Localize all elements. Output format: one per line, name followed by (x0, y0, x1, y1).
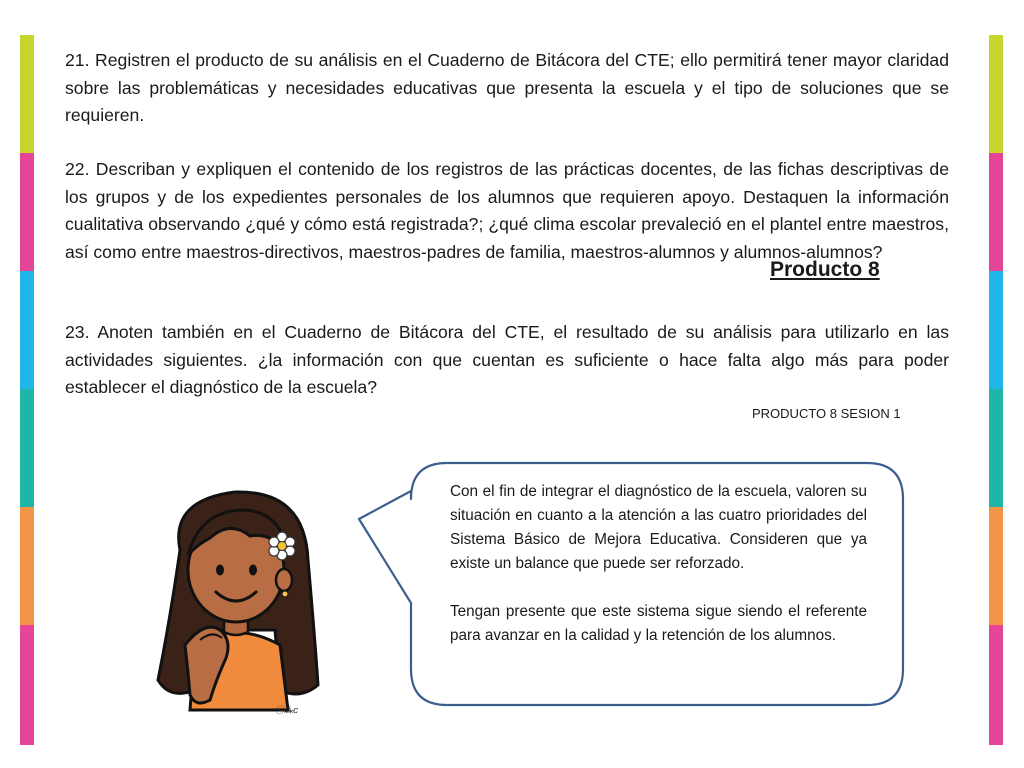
producto-title: Producto 8 (770, 258, 880, 281)
paragraph-23: 23. Anoten también en el Cuaderno de Bitácora del CTE, el resultado de su análisis para utilizarlo en las actividades siguientes. ¿la información con que cuentan es suficiente o hace falta algo más para poder establecer el diagnóstico de la escuela? (65, 322, 949, 397)
bubble-paragraph-2: Tengan presente que este sistema sigue siendo el referente para avanzar en la calidad y la retención de los alumnos. (450, 603, 867, 644)
left-stripe-4 (20, 389, 34, 507)
left-stripe-6 (20, 625, 34, 745)
right-stripe-1 (989, 35, 1003, 153)
paragraph-21: 21. Registren el producto de su análisis en el Cuaderno de Bitácora del CTE; ello permitirá tener mayor claridad sobre las problemáticas y necesidades educativas que presenta la escuela y el tipo de soluciones que se requieren. (65, 50, 949, 125)
right-stripe-2 (989, 153, 1003, 271)
artist-signature: ⓦ⁂ᴄ (275, 706, 299, 716)
producto-sesion-label: PRODUCTO 8 SESION 1 (752, 406, 901, 421)
speech-bubble-text (450, 480, 867, 648)
girl-thinking-illustration (150, 480, 325, 725)
right-stripe-6 (989, 625, 1003, 745)
right-stripe-4 (989, 389, 1003, 507)
left-stripe-3 (20, 271, 34, 389)
right-stripe-5 (989, 507, 1003, 625)
left-stripe-5 (20, 507, 34, 625)
paragraph-22: 22. Describan y expliquen el contenido de los registros de las prácticas docentes, de las fichas descriptivas de los grupos y de los expedientes personales de los alumnos que requieren apoyo. Destaquen la información cualitativa observando ¿qué y cómo está registrada?; ¿qué clima escolar prevaleció en el plantel entre maestros, así como entre maestros-directivos, maestros-padres de familia, maestros-alumnos y alumnos-alumnos? (65, 159, 949, 262)
left-stripe-2 (20, 153, 34, 271)
left-stripe-1 (20, 35, 34, 153)
right-stripe-3 (989, 271, 1003, 389)
bubble-paragraph-1: Con el fin de integrar el diagnóstico de la escuela, valoren su situación en cuanto a la atención a las cuatro prioridades del Sistema Básico de Mejora Educativa. Consideren que ya existe un balance que puede ser reforzado. (450, 483, 867, 572)
